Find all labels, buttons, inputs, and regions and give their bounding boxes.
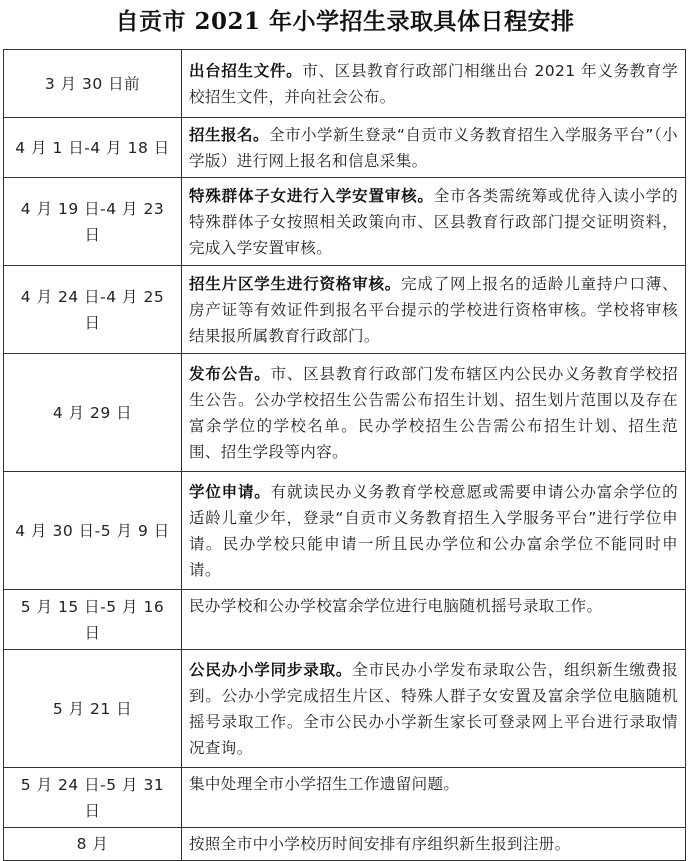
step-text: 集中处理全市小学招生工作遗留问题。 — [189, 775, 460, 793]
date-cell: 4 月 1 日-4 月 18 日 — [4, 118, 182, 178]
schedule-table — [3, 49, 686, 861]
description-cell — [182, 50, 686, 118]
table-row — [4, 50, 686, 118]
date-cell: 3 月 30 日前 — [4, 50, 182, 118]
step-text: 按照全市中小学校历时间安排有序组织新生报到注册。 — [189, 835, 571, 853]
step-text: 完成了网上报名的适龄儿童持户口薄、房产证等有效证件到报名平台提示的学校进行资格审核。学校将审核结果报所属教育行政部门。 — [189, 274, 678, 345]
step-heading: 出台招生文件。 — [189, 61, 303, 80]
table-row — [4, 768, 686, 828]
table-row — [4, 828, 686, 861]
description-cell — [182, 590, 686, 650]
date-cell: 5 月 21 日 — [4, 650, 182, 768]
description-cell — [182, 178, 686, 266]
step-heading: 招生片区学生进行资格审核。 — [189, 274, 402, 293]
description-cell — [182, 650, 686, 768]
step-text: 全市民办小学发布录取公告，组织新生缴费报到。公办小学完成招生片区、特殊人群子女安置及富余学位电脑随机摇号录取工作。全市公民办小学新生家长可登录网上平台进行录取情况查询。 — [189, 660, 678, 757]
date-cell: 5 月 15 日-5 月 16 日 — [4, 590, 182, 650]
step-text: 全市小学新生登录“自贡市义务教育招生入学服务平台”（小学版）进行网上报名和信息采集。 — [189, 125, 678, 170]
table-row — [4, 650, 686, 768]
step-heading: 发布公告。 — [189, 364, 271, 383]
date-cell: 4 月 30 日-5 月 9 日 — [4, 472, 182, 590]
table-row — [4, 118, 686, 178]
step-text: 市、区县教育行政部门发布辖区内公民办义务教育学校招生公告。公办学校招生公告需公布招生计划、招生划片范围以及存在富余学位的学校名单。民办学校招生公告需公布招生计划、招生范围、招生学段等内容。 — [189, 364, 678, 461]
step-text: 市、区县教育行政部门相继出台 2021 年义务教育学校招生文件，并向社会公布。 — [189, 61, 678, 106]
table-row — [4, 590, 686, 650]
step-heading: 特殊群体子女进行入学安置审核。 — [189, 186, 434, 205]
step-text: 全市各类需统筹或优待入读小学的特殊群体子女按照相关政策向市、区县教育行政部门提交证明资料，完成入学安置审核。 — [189, 186, 678, 257]
step-text: 民办学校和公办学校富余学位进行电脑随机摇号录取工作。 — [189, 597, 603, 615]
page-title: 自贡市 2021 年小学招生录取具体日程安排 — [115, 8, 575, 35]
description-cell — [182, 354, 686, 472]
step-text: 有就读民办义务教育学校意愿或需要申请公办富余学位的适龄儿童少年，登录“自贡市义务教育招生入学服务平台”进行学位申请。民办学校只能申请一所且民办学位和公办富余学位不能同时申请。 — [189, 482, 678, 579]
date-cell: 5 月 24 日-5 月 31 日 — [4, 768, 182, 828]
step-heading: 学位申请。 — [189, 482, 271, 501]
description-cell — [182, 768, 686, 828]
description-cell — [182, 266, 686, 354]
table-row — [4, 472, 686, 590]
step-heading: 招生报名。 — [189, 125, 269, 144]
table-row — [4, 354, 686, 472]
date-cell: 4 月 19 日-4 月 23 日 — [4, 178, 182, 266]
date-cell: 4 月 29 日 — [4, 354, 182, 472]
description-cell — [182, 828, 686, 861]
date-cell: 8 月 — [4, 828, 182, 861]
table-row — [4, 178, 686, 266]
step-heading: 公民办小学同步录取。 — [189, 660, 353, 679]
description-cell — [182, 118, 686, 178]
date-cell: 4 月 24 日-4 月 25 日 — [4, 266, 182, 354]
table-row — [4, 266, 686, 354]
description-cell — [182, 472, 686, 590]
